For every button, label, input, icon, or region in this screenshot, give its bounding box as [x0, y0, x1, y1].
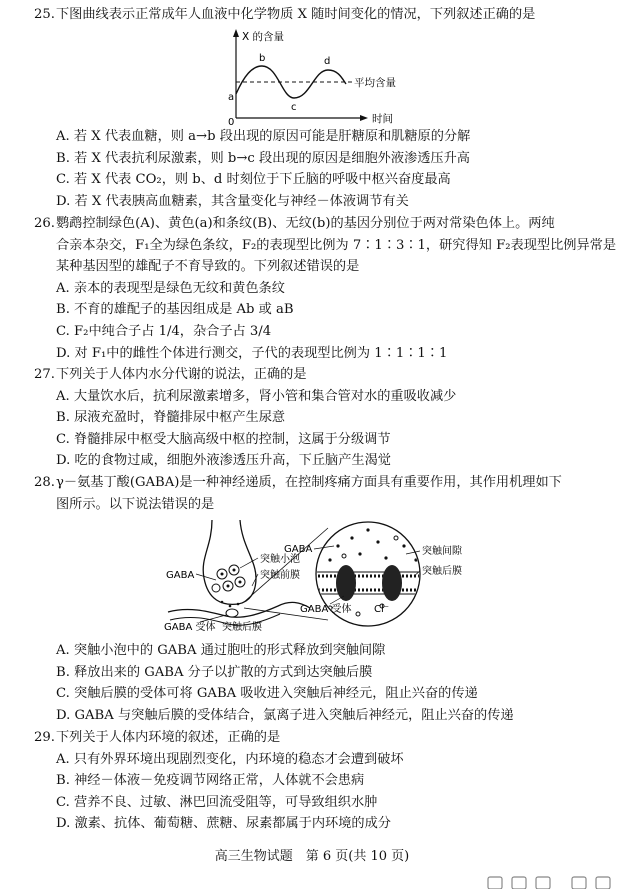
question-25 — [34, 4, 600, 26]
label-receptor-bottom: GABA 受体 — [164, 622, 216, 632]
question-28 — [34, 472, 600, 515]
gaba-dot — [237, 603, 240, 606]
origin-label: 0 — [228, 117, 235, 126]
option-b: B. 尿液充盈时，脊髓排尿中枢产生尿意 — [56, 410, 286, 426]
label-vesicle: 突触小泡 — [260, 554, 300, 565]
leader-line — [240, 558, 258, 568]
option-d: D. 对 F₁中的雌性个体进行测交，子代的表现型比例为 1∶1∶1∶1 — [56, 345, 448, 361]
label-gaba-top: GABA — [284, 544, 313, 555]
gaba-dot — [221, 601, 224, 604]
option-d: D. 若 X 代表胰高血糖素，其含量变化与神经－体液调节有关 — [56, 193, 409, 209]
page-footer: 高三生物试题 第 6 页(共 10 页) — [214, 849, 410, 864]
question-stem — [34, 364, 600, 386]
question-number: 25. — [34, 7, 55, 22]
option-c: C. F₂中纯合子占 1/4，杂合子占 3/4 — [56, 323, 272, 339]
synapse-figure — [160, 516, 500, 632]
point-a-label: a — [228, 92, 235, 103]
point-d-label: d — [324, 56, 331, 67]
magnifier-line — [244, 528, 328, 602]
stem-line: 鹦鹉控制绿色(A)、黄色(a)和条纹(B)、无纹(b)的基因分别位于两对常染色体上。两纯 — [56, 216, 555, 231]
label-chloride: Cl⁻ — [374, 604, 390, 615]
chloride-ion — [356, 612, 360, 616]
question-number: 28. — [34, 475, 55, 490]
option-a: A. 亲本的表现型是绿色无纹和黄色条纹 — [56, 280, 285, 296]
average-label: 平均含量 — [354, 77, 396, 89]
option-b: B. 神经－体液－免疫调节网络正常，人体就不会患病 — [56, 773, 365, 789]
question-stem — [34, 727, 600, 749]
gaba-dot — [227, 585, 230, 588]
presynaptic-terminal — [203, 520, 256, 604]
y-axis-label: X 的含量 — [242, 31, 285, 43]
question-stem — [34, 4, 600, 26]
stem-line: 下图曲线表示正常成年人血液中化学物质 X 随时间变化的情况，下列叙述正确的是 — [56, 7, 536, 22]
label-pre-membrane: 突触前膜 — [260, 570, 300, 581]
chloride-ion — [342, 554, 346, 558]
question-stem — [34, 472, 600, 494]
option-b: B. 不育的雄配子的基因组成是 Ab 或 aB — [56, 302, 294, 318]
option-b: B. 若 X 代表抗利尿激素，则 b→c 段出现的原因是细胞外液渗透压升高 — [56, 150, 470, 166]
question-28-options — [34, 640, 600, 726]
point-c-label: c — [291, 102, 297, 113]
gaba-dot — [358, 552, 361, 555]
stem-line: 合亲本杂交，F₁全为绿色条纹，F₂的表现型比例为 7∶1∶3∶1，研究得知 F₂表现型比例异常是 — [56, 237, 617, 253]
chloride-ion — [394, 536, 398, 540]
question-number: 29. — [34, 730, 55, 745]
stem-line: γ－氨基丁酸(GABA)是一种神经递质，在控制疼痛方面具有重要作用，其作用机理如下 — [56, 475, 562, 490]
option-d: D. 吃的食物过咸，细胞外液渗透压升高，下丘脑产生渴觉 — [56, 453, 391, 469]
x-axis-label: 时间 — [372, 113, 393, 125]
question-27 — [34, 364, 600, 472]
synaptic-vesicle — [212, 584, 220, 592]
option-c: C. 脊髓排尿中枢受大脑高级中枢的控制，这属于分级调节 — [56, 431, 391, 447]
gaba-dot — [384, 556, 387, 559]
curve-figure — [222, 26, 422, 126]
leader-line — [196, 574, 216, 580]
gaba-dot — [366, 528, 369, 531]
gaba-dot — [229, 605, 232, 608]
option-c: C. 营养不良、过敏、淋巴回流受阻等，可导致组织水肿 — [56, 794, 378, 810]
gaba-receptor — [226, 609, 238, 617]
viewer-toolbar — [434, 871, 624, 889]
option-a: A. 大量饮水后，抗利尿激素增多，肾小管和集合管对水的重吸收减少 — [56, 388, 457, 404]
point-b-label: b — [259, 53, 266, 64]
gaba-dot — [402, 544, 405, 547]
label-post-membrane-bottom: 突触后膜 — [222, 622, 262, 632]
stem-line: 下列关于人体内环境的叙述，正确的是 — [56, 730, 281, 745]
label-receptor-mid: GABA 受体 — [300, 604, 352, 615]
question-26 — [34, 213, 617, 364]
stem-line: 下列关于人体内水分代谢的说法，正确的是 — [56, 367, 307, 382]
gaba-dot — [336, 544, 339, 547]
option-a: A. 只有外界环境出现剧烈变化，内环境的稳态才会遭到破坏 — [56, 751, 404, 767]
gaba-dot — [239, 581, 242, 584]
label-cleft: 突触间隙 — [422, 546, 462, 557]
label-gaba-left: GABA — [166, 570, 195, 581]
chloride-ion — [406, 610, 410, 614]
y-axis-arrow — [233, 29, 239, 37]
question-number: 26. — [34, 216, 55, 231]
toolbar-icons — [488, 877, 610, 889]
gaba-dot — [376, 540, 379, 543]
gaba-receptor — [382, 565, 402, 601]
stem-line: 某种基因型的雄配子不育导致的。下列叙述错误的是 — [56, 259, 360, 275]
option-a: A. 突触小泡中的 GABA 通过胞吐的形式释放到突触间隙 — [56, 643, 386, 658]
gaba-dot — [221, 573, 224, 576]
question-stem — [34, 213, 600, 235]
gaba-dot — [328, 558, 331, 561]
gaba-receptor — [336, 565, 356, 601]
option-c: C. 突触后膜的受体可将 GABA 吸收进入突触后神经元，阻止兴奋的传递 — [56, 686, 478, 702]
option-c: C. 若 X 代表 CO₂，则 b、d 时刻位于下丘脑的呼吸中枢兴奋度最高 — [56, 172, 451, 188]
question-29 — [34, 727, 600, 835]
option-a: A. 若 X 代表血糖，则 a→b 段出现的原因可能是肝糖原和肌糖原的分解 — [56, 129, 471, 144]
x-axis-arrow — [360, 115, 368, 121]
question-number: 27. — [34, 367, 55, 382]
option-b: B. 释放出来的 GABA 分子以扩散的方式到达突触后膜 — [56, 664, 373, 680]
gaba-dot — [350, 536, 353, 539]
gaba-dot — [233, 569, 236, 572]
option-d: D. 激素、抗体、葡萄糖、蔗糖、尿素都属于内环境的成分 — [56, 816, 391, 832]
stem-line: 图所示。以下说法错误的是 — [56, 496, 215, 512]
option-d: D. GABA 与突触后膜的受体结合，氯离子进入突触后神经元，阻止兴奋的传递 — [56, 707, 514, 723]
question-25-options — [34, 126, 600, 212]
label-post-membrane-right: 突触后膜 — [422, 566, 462, 577]
